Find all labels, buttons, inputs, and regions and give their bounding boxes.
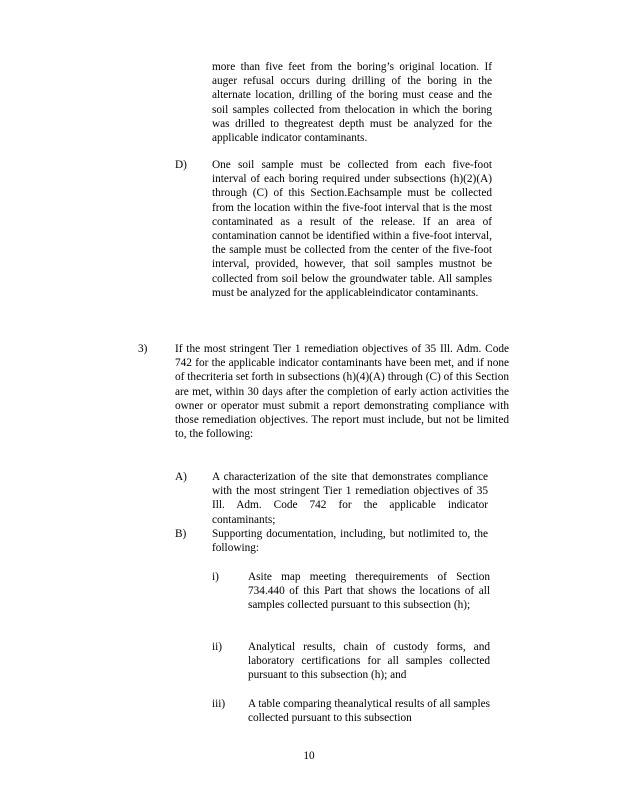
item-iii-text: A table comparing theanalytical results of all samples collected pursuant to this subsection xyxy=(248,698,490,725)
item-i-label: i) xyxy=(212,571,219,583)
item-3-text: If the most stringent Tier 1 remediation objectives of 35 Ill. Adm. Code 742 for the applicable indicator contaminants have been met, and if none of thecriteria set forth in subsections (h)(4)(A) through (C) of this Section are met, within 30 days after the completion of early action activities the owner or operator must submit a report demonstrating compliance with those remediation objectives. The report must include, but not be limited to, the following: xyxy=(175,343,509,441)
item-iii-label: iii) xyxy=(212,698,226,710)
item-ii-label: ii) xyxy=(212,641,223,653)
item-a-text: A characterization of the site that demonstrates compliance with the most stringent Tier 1 remediation objectives of 35 Ill. Adm. Code 742 for the applicable indicator contaminants; xyxy=(212,471,488,526)
item-d-text: One soil sample must be collected from each five-foot interval of each boring required under subsections (h)(2)(A) through (C) of this Section.Eachsample must be collected from the location within the five-foot interval that is the most contaminated as a result of the release. If an area of contamination cannot be identified within a five-foot interval, the sample must be collected from the center of the five-foot interval, provided, however, that soil samples mustnot be collected from soil below the groundwater table. All samples must be analyzed for the applicableindicator contaminants. xyxy=(212,159,492,299)
item-a-label: A) xyxy=(175,471,187,483)
item-b-label: B) xyxy=(175,528,187,540)
continuation-paragraph: more than five feet from the boring’s original location. If auger refusal occurs during drilling of the boring in the alternate location, drilling of the boring must cease and the soil samples collected from thelocation in which the boring was drilled to thegreatest depth must be analyzed for the applicable indicator contaminants. xyxy=(212,61,492,145)
item-ii-text: Analytical results, chain of custody forms, and laboratory certifications for all samples collected pursuant to this subsection (h); and xyxy=(248,641,490,682)
item-3-label: 3) xyxy=(138,343,148,355)
item-b-text: Supporting documentation, including, but notlimited to, the following: xyxy=(212,528,488,555)
item-i-text: Asite map meeting therequirements of Section 734.440 of this Part that shows the locations of all samples collected pursuant to this subsection (h); xyxy=(248,571,490,612)
item-d-label: D) xyxy=(175,159,187,171)
page-number: 10 xyxy=(303,750,315,762)
